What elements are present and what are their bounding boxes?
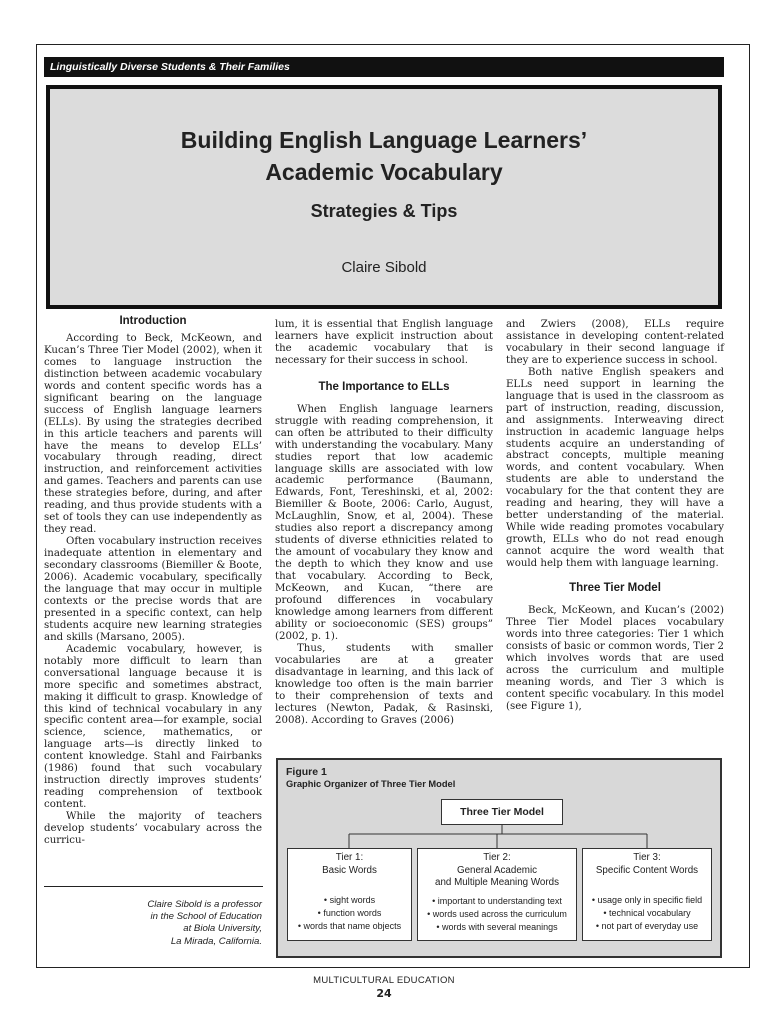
- list-item: • not part of everyday use: [583, 920, 711, 933]
- list-item: • usage only in specific field: [583, 894, 711, 907]
- tier-list: [288, 894, 411, 933]
- list-item: • technical vocabulary: [583, 907, 711, 920]
- paragraph: Often vocabulary instruction receives inadequate attention in elementary and secondary classrooms (Biemiller & Boote, 2006). Academic vocabulary, specifically the language that may occur in multiple contexts or the precise words that are presented in a specific context, can help students acquire new learning strategies and skills (Marsano, 2005).: [44, 536, 262, 643]
- three-tier-model-box: Three Tier Model: [441, 799, 563, 825]
- bio-line: La Mirada, California.: [170, 935, 262, 947]
- paragraph: Beck, McKeown, and Kucan’s (2002) Three Tier Model places vocabulary words into three categories: Tier 1 which consists of basic or common words, Tier 2 which involves words that are used across the curriculum and multiple meaning words, and Tier 3 which is content specific vocabulary. In this model (see Figure 1),: [506, 604, 724, 712]
- paragraph: lum, it is essential that English language learners have explicit instruction about the academic vocabulary that is necessary for their success in school.: [275, 319, 493, 366]
- tier-list: [418, 895, 576, 934]
- paragraph: While the majority of teachers develop students’ vocabulary across the curricu-: [44, 811, 262, 846]
- title-box: [46, 85, 722, 309]
- author-bio: [100, 899, 262, 948]
- column-divider: [44, 886, 263, 887]
- tier-title: Tier 2:: [483, 852, 511, 863]
- bio-line: in the School of Education: [150, 911, 262, 923]
- list-item: • function words: [288, 907, 411, 920]
- paragraph: Thus, students with smaller vocabularies are at a greater disadvantage in learning, and this lack of knowledge too often is the main barrier to their comprehension of texts and lectures (Newton, Padak, & Rasinski, 2008). According to Graves (2006): [275, 642, 493, 726]
- figure-1: [276, 758, 722, 958]
- column-2: [275, 319, 493, 727]
- column-3: [506, 319, 724, 713]
- list-item: • words that name objects: [288, 920, 411, 933]
- heading-three-tier: Three Tier Model: [569, 582, 661, 595]
- tier-subtitle: and Multiple Meaning Words: [435, 877, 559, 888]
- column-1: [44, 316, 262, 847]
- paragraph: Both native English speakers and ELLs need support in learning the language that is used in the classroom as part of instruction, reading, discussion, and assignments. Interweaving direct instruction in academic language helps students acquire an understanding of abstract concepts, multiple meaning words, and content vocabulary. When students are able to understand the vocabulary for the that content they are reading and hearing, they will have a better understanding of the material. While wide reading promotes vocabulary growth, ELLs who do not read enough cannot acquire the word wealth that would help them with language learning.: [506, 366, 724, 570]
- figure-label: Figure 1: [286, 766, 327, 778]
- tier-list: [583, 894, 711, 933]
- journal-name: MULTICULTURAL EDUCATION: [313, 975, 455, 986]
- tier-3-box: [582, 848, 712, 941]
- bio-line: at Biola University,: [183, 923, 262, 935]
- tier-2-box: [417, 848, 577, 941]
- section-banner: Linguistically Diverse Students & Their Families: [44, 57, 724, 77]
- page-number: 24: [376, 987, 392, 1000]
- tier-title: Tier 1:: [335, 852, 364, 863]
- paragraph: and Zwiers (2008), ELLs require assistance in developing content-related vocabulary in their second language if they are to experience success in school.: [506, 319, 724, 366]
- list-item: • words used across the curriculum: [418, 908, 576, 921]
- article-title-line1: Building English Language Learners’: [180, 127, 588, 153]
- bio-line: Claire Sibold is a professor: [147, 899, 262, 910]
- tier-subtitle: Basic Words: [322, 864, 377, 876]
- tier-title: Tier 3:: [633, 852, 661, 863]
- list-item: • sight words: [288, 894, 411, 907]
- paragraph: Academic vocabulary, however, is notably more difficult to learn than conversational language because it is more specific and sometimes abstract, making it difficult to grasp. Knowledge of this kind of technical vocabulary in any specific content area—for example, social science, science, mathematics, or language arts—is directly linked to content knowledge. Stahl and Fairbanks (1986) found that such vocabulary instruction directly improves students’ reading comprehension of textbook content.: [44, 643, 262, 811]
- paragraph: When English language learners struggle with reading comprehension, it can often be attributed to their difficulty with understanding the vocabulary. Many studies report that low academic language skills are associated with low academic performance (Baumann, Edwards, Font, Tereshinski, et al, 2002: Biemiller & Boote, 2006: Carlo, August, McLaughlin, Snow, et al, 2004). These studies also report a discrepancy among students of diverse ethnicities related to the amount of vocabulary they know and the depth to which they know and use that vocabulary. According to Beck, McKeown, and Kucan, “there are profound differences in vocabulary knowledge among learners from different ability or socioeconomic (SES) groups” (2002, p. 1).: [275, 403, 493, 642]
- article-subtitle: Strategies & Tips: [310, 201, 458, 221]
- heading-introduction: Introduction: [119, 315, 187, 327]
- list-item: • important to understanding text: [418, 895, 576, 908]
- article-author: Claire Sibold: [341, 259, 427, 276]
- tier-subtitle: General Academic: [456, 864, 538, 876]
- tier-subtitle: Specific Content Words: [595, 864, 699, 876]
- heading-importance: The Importance to ELLs: [318, 380, 450, 393]
- paragraph: According to Beck, McKeown, and Kucan’s Three Tier Model (2002), when it comes to language instruction the distinction between academic vocabulary words and content specific words has a significant bearing on the language success of English language learners (ELLs). By using the strategies decribed in this article teachers and parents will have the means to develop ELLs’ vocabulary through reading, direct instruction, and reinforcement activities and games. Teachers and parents can use these strategies before, during, and after reading, and thus provide students with a set of tools they can use independently as they read.: [44, 332, 262, 536]
- article-title-line2: Academic Vocabulary: [265, 159, 503, 185]
- tier-1-box: [287, 848, 412, 941]
- list-item: • words with several meanings: [418, 921, 576, 934]
- figure-caption: Graphic Organizer of Three Tier Model: [286, 779, 456, 789]
